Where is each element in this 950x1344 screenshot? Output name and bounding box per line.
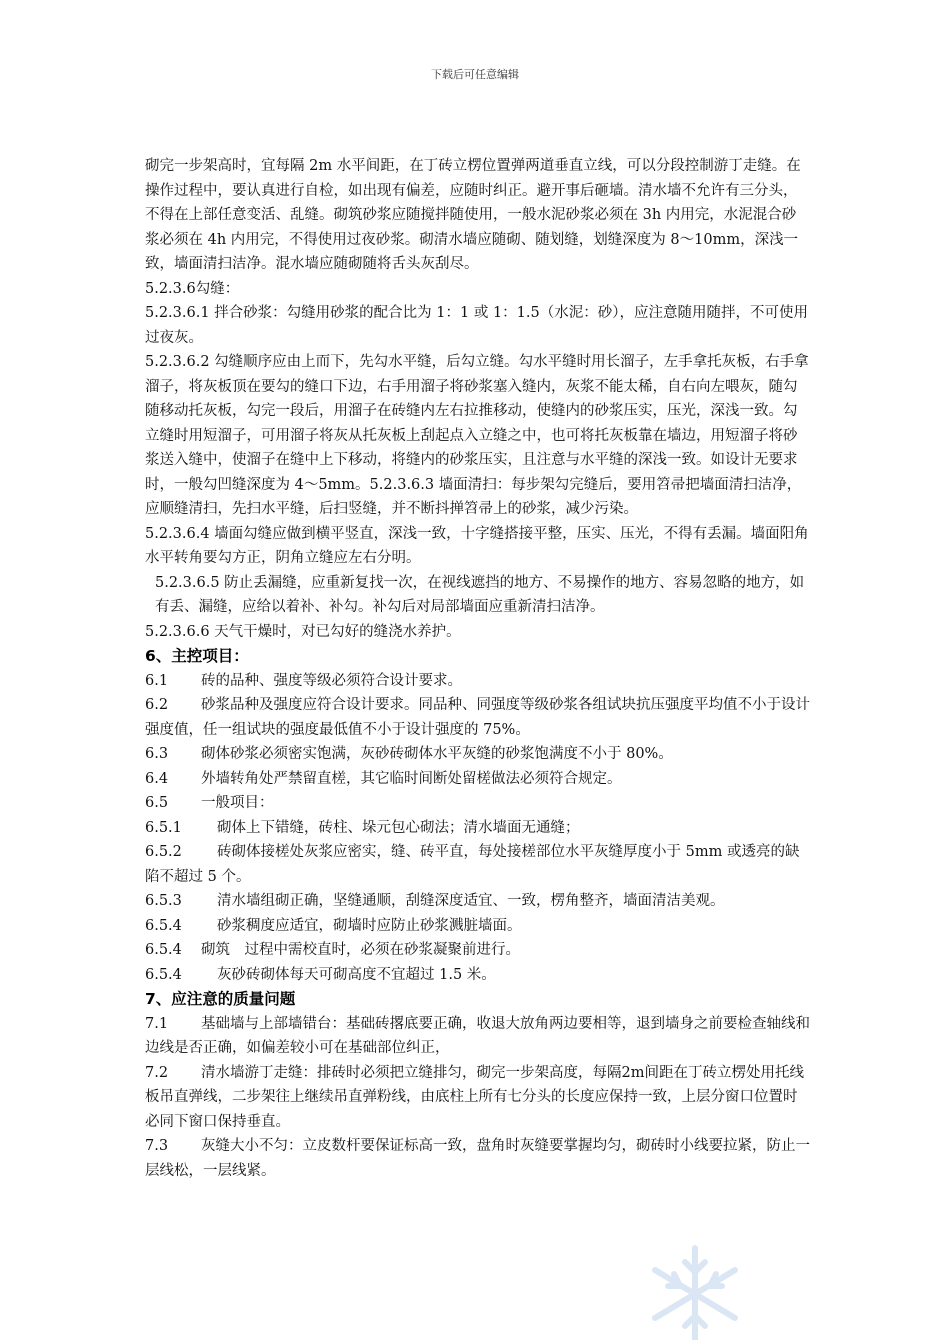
- paragraph-52361: 5.2.3.6.1 拌合砂浆：勾缝用砂浆的配合比为 1：1 或 1：1.5（水泥：砂），应注意随用随拌，不可使用过夜灰。: [145, 305, 808, 346]
- item-number: 6.5.4: [145, 917, 182, 934]
- item-number: 6.1: [145, 672, 169, 689]
- item-text: 砌筑 过程中需校直时，必须在砂浆凝聚前进行。: [201, 942, 520, 958]
- item-6-4: [145, 767, 810, 792]
- page-header: 下载后可任意编辑: [431, 68, 519, 81]
- item-number: 6.5: [145, 795, 169, 811]
- item-text: 清水墙组砌正确，坚缝通顺，刮缝深度适宜、一致，楞角整齐，墙面清洁美观。: [217, 893, 725, 909]
- item-text: 砖的品种、强度等级必须符合设计要求。: [201, 672, 462, 689]
- item-6-1: [145, 669, 810, 694]
- paragraph-intro: 砌完一步架高时，宜每隔 2m 水平间距，在丁砖立楞位置弹两道垂直立线，可以分段控制游丁走缝。在操作过程中，要认真进行自检，如出现有偏差，应随时纠正。避开事后砸墙。清水墙不允许有三分头，不得在上部任意变活、乱缝。砌筑砂浆应随搅拌随使用，一般水泥砂浆必须在 3h 内用完，水泥混合砂浆必须在 4h 内用完，不得使用过夜砂浆。砌清水墙应随砌、随划缝，划缝深度为 8～10mm，深浅一致，墙面清扫洁净。混水墙应随砌随将舌头灰刮尽。: [145, 158, 801, 272]
- item-number: 6.5.4: [145, 942, 182, 958]
- item-number: 6.2: [145, 697, 169, 713]
- item-number: 6.5.2: [145, 844, 182, 860]
- item-number: 6.5.1: [145, 819, 182, 836]
- item-number: 7.3: [145, 1138, 169, 1154]
- item-6-5-1: [145, 816, 810, 841]
- item-text: 砌体上下错缝，砖柱、垛元包心砌法；清水墙面无通缝；: [217, 819, 580, 836]
- item-6-3: [145, 742, 810, 767]
- document-body: [145, 154, 810, 1183]
- paragraph-5236: 5.2.3.6勾缝：: [145, 280, 240, 297]
- item-7-3: [145, 1134, 810, 1183]
- item-number: 6.5.4: [145, 966, 182, 983]
- section-heading-7: 7、应注意的质量问题: [145, 990, 296, 1008]
- item-text: 基础墙与上部墙错台：基础砖撂底要正确，收退大放角两边要相等，退到墙身之前要检查轴线和边线是否正确，如偏差较小可在基础部位纠正，: [145, 1015, 810, 1056]
- item-7-1: [145, 1012, 810, 1061]
- item-text: 灰缝大小不匀：立皮数杆要保证标高一致，盘角时灰缝要掌握均匀，砌砖时小线要拉紧，防止一层线松，一层线紧。: [145, 1138, 810, 1179]
- item-6-5-4a: [145, 914, 810, 939]
- item-number: 7.2: [145, 1064, 169, 1081]
- item-6-5-3: [145, 889, 810, 914]
- item-number: 7.1: [145, 1015, 169, 1032]
- paragraph-52364: 5.2.3.6.4 墙面勾缝应做到横平竖直，深浅一致，十字缝搭接平整，压实、压光，不得有丢漏。墙面阳角水平转角要勾方正，阴角立缝应左右分明。: [145, 525, 809, 566]
- item-6-5-2: [145, 840, 810, 889]
- item-text: 清水墙游丁走缝：排砖时必须把立缝排匀，砌完一步架高度，每隔2m间距在丁砖立楞处用托线板吊直弹线，二步架往上继续吊直弹粉线，由底柱上所有七分头的长度应保持一致，上层分窗口位置时必同下窗口保持垂直。: [145, 1064, 804, 1130]
- section-heading-6: 6、主控项目：: [145, 647, 249, 665]
- item-7-2: [145, 1061, 810, 1135]
- item-text: 砂浆稠度应适宜，砌墙时应防止砂浆溅脏墙面。: [217, 917, 522, 934]
- item-number: 6.4: [145, 770, 169, 787]
- item-6-5-4c: [145, 963, 810, 988]
- item-text: 砌体砂浆必须密实饱满，灰砂砖砌体水平灰缝的砂浆饱满度不小于 80%。: [201, 746, 673, 762]
- snowflake-watermark-icon: [640, 1240, 750, 1340]
- item-6-5-4b: [145, 938, 810, 963]
- paragraph-52366: 5.2.3.6.6 天气干燥时，对已勾好的缝浇水养护。: [145, 623, 461, 640]
- item-text: 灰砂砖砌体每天可砌高度不宜超过 1.5 米。: [217, 966, 496, 983]
- item-6-2: [145, 693, 810, 742]
- item-text: 砂浆品种及强度应符合设计要求。同品种、同强度等级砂浆各组试块抗压强度平均值不小于设计强度值，任一组试块的强度最低值不小于设计强度的 75%。: [145, 697, 810, 738]
- paragraph-52365: 5.2.3.6.5 防止丢漏缝，应重新复找一次，在视线遮挡的地方、不易操作的地方、容易忽略的地方，如有丢、漏缝，应给以着补、补勾。补勾后对局部墙面应重新清扫洁净。: [155, 574, 805, 615]
- item-number: 6.3: [145, 746, 169, 762]
- item-text: 砖砌体接槎处灰浆应密实，缝、砖平直，每处接槎部位水平灰缝厚度小于 5mm 或透亮的缺陷不超过 5 个。: [145, 844, 800, 885]
- item-number: 6.5.3: [145, 893, 182, 909]
- item-text: 一般项目：: [201, 795, 274, 811]
- item-text: 外墙转角处严禁留直槎，其它临时间断处留槎做法必须符合规定。: [201, 770, 622, 787]
- paragraph-52362: 5.2.3.6.2 勾缝顺序应由上而下，先勾水平缝，后勾立缝。勾水平缝时用长溜子，左手拿托灰板，右手拿溜子，将灰板顶在要勾的缝口下边，右手用溜子将砂浆塞入缝内，灰浆不能太稀，自右向左喂灰，随勾随移动托灰板，勾完一段后，用溜子在砖缝内左右拉推移动，使缝内的砂浆压实，压光，深浅一致。勾立缝时用短溜子，可用溜子将灰从托灰板上刮起点入立缝之中，也可将托灰板靠在墙边，用短溜子将砂浆送入缝中，使溜子在缝中上下移动，将缝内的砂浆压实，且注意与水平缝的深浅一致。如设计无要求时，一般勾凹缝深度为 4～5mm。5.2.3.6.3 墙面清扫：每步架勾完缝后，要用笤帚把墙面清扫洁净，应顺缝清扫，先扫水平缝，后扫竖缝，并不断抖掸笤帚上的砂浆，减少污染。: [145, 354, 809, 517]
- item-6-5: [145, 791, 810, 816]
